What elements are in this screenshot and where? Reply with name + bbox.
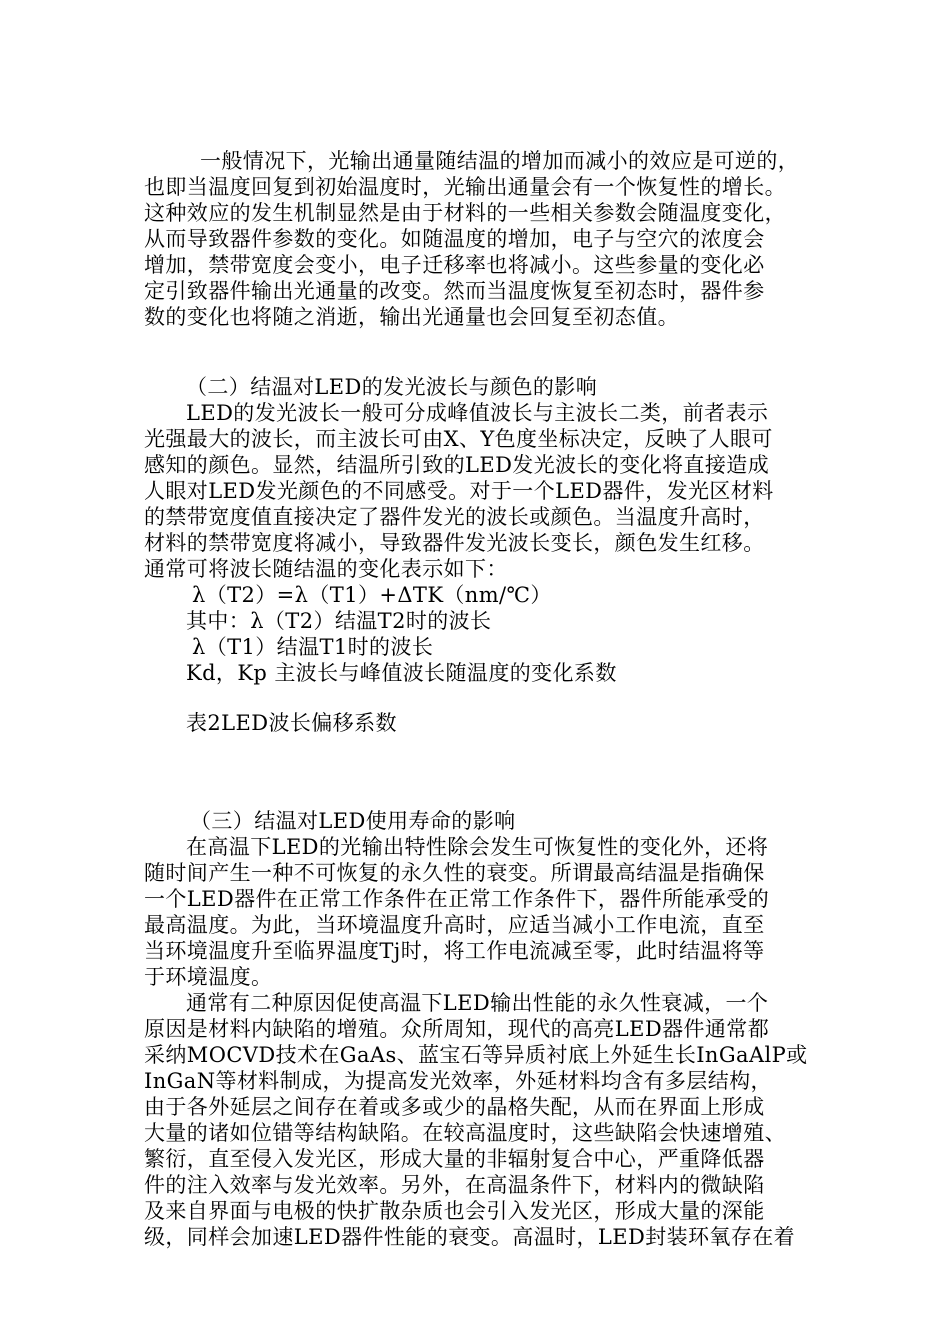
section-3-para-2-line-6: 大量的诸如位错等结构缺陷。在较高温度时，这些缺陷会快速增殖、 — [144, 1121, 786, 1145]
section-2-line-1: LED的发光波长一般可分成峰值波长与主波长二类，前者表示 — [186, 401, 769, 425]
paragraph-1-line-2: 也即当温度回复到初始温度时，光输出通量会有一个恢复性的增长。 — [144, 175, 786, 199]
section-3-para-2-line-10: 级，同样会加速LED器件性能的衰变。高温时，LED封装环氧存在着 — [144, 1225, 796, 1249]
section-3-para-2-line-8: 件的注入效率与发光效率。另外，在高温条件下，材料内的微缺陷 — [144, 1173, 765, 1197]
paragraph-1-line-6: 定引致器件输出光通量的改变。然而当温度恢复至初态时，器件参 — [144, 279, 765, 303]
paragraph-1-line-5: 增加，禁带宽度会变小，电子迁移率也将减小。这些参量的变化必 — [144, 253, 765, 277]
section-2-line-3: 感知的颜色。显然，结温所引致的LED发光波长的变化将直接造成 — [144, 453, 770, 477]
section-2-line-4: 人眼对LED发光颜色的不同感受。对于一个LED器件，发光区材料 — [144, 479, 774, 503]
paragraph-1-line-4: 从而导致器件参数的变化。如随温度的增加，电子与空穴的浓度会 — [144, 227, 765, 251]
section-3-para-2-line-9: 及来自界面与电极的快扩散杂质也会引入发光区，形成大量的深能 — [144, 1199, 765, 1223]
section-2-heading: （二）结温对LED的发光波长与颜色的影响 — [186, 375, 598, 399]
section-2-line-5: 的禁带宽度值直接决定了器件发光的波长或颜色。当温度升高时， — [144, 505, 765, 529]
section-2-line-6: 材料的禁带宽度将减小，导致器件发光波长变长，颜色发生红移。 — [144, 531, 765, 555]
paragraph-1-line-1: 一般情况下，光输出通量随结温的增加而减小的效应是可逆的， — [200, 149, 800, 173]
wavelength-formula: λ（T2）=λ（T1）+ΔTK（nm/℃） — [192, 583, 552, 607]
section-2-line-2: 光强最大的波长，而主波长可由X、Y色度坐标决定，反映了人眼可 — [144, 427, 773, 451]
section-3-para-1-line-4: 最高温度。为此，当环境温度升高时，应适当减小工作电流，直至 — [144, 913, 765, 937]
section-3-para-1-line-2: 随时间产生一种不可恢复的永久性的衰变。所谓最高结温是指确保 — [144, 861, 765, 885]
section-2-line-7: 通常可将波长随结温的变化表示如下： — [144, 557, 508, 581]
section-3-para-2-line-7: 繁衍，直至侵入发光区，形成大量的非辐射复合中心，严重降低器 — [144, 1147, 765, 1171]
formula-where-1: 其中：λ（T2）结温T2时的波长 — [186, 609, 492, 633]
section-3-para-2-line-4: InGaN等材料制成，为提高发光效率，外延材料均含有多层结构， — [144, 1069, 772, 1093]
table-caption: 表2LED波长偏移系数 — [186, 711, 397, 735]
section-3-heading: （三）结温对LED使用寿命的影响 — [190, 809, 516, 833]
formula-where-2: λ（T1）结温T1时的波长 — [192, 635, 434, 659]
section-3-para-2-line-3: 采纳MOCVD技术在GaAs、蓝宝石等异质衬底上外延生长InGaAlP或 — [144, 1043, 808, 1067]
section-3-para-1-line-5: 当环境温度升至临界温度Tj时，将工作电流减至零，此时结温将等 — [144, 939, 765, 963]
section-3-para-2-line-5: 由于各外延层之间存在着或多或少的晶格失配，从而在界面上形成 — [144, 1095, 765, 1119]
paragraph-1-line-7: 数的变化也将随之消逝，输出光通量也会回复至初态值。 — [144, 305, 679, 329]
section-3-para-1-line-1: 在高温下LED的光输出特性除会发生可恢复性的变化外，还将 — [186, 835, 769, 859]
formula-where-3: Kd，Kp 主波长与峰值波长随温度的变化系数 — [186, 661, 617, 685]
section-3-para-2-line-1: 通常有二种原因促使高温下LED输出性能的永久性衰减，一个 — [186, 991, 769, 1015]
paragraph-1-line-3: 这种效应的发生机制显然是由于材料的一些相关参数会随温度变化， — [144, 201, 786, 225]
section-3-para-1-line-3: 一个LED器件在正常工作条件在正常工作条件下，器件所能承受的 — [144, 887, 770, 911]
section-3-para-2-line-2: 原因是材料内缺陷的增殖。众所周知，现代的高亮LED器件通常都 — [144, 1017, 770, 1041]
section-3-para-1-line-6: 于环境温度。 — [144, 965, 273, 989]
